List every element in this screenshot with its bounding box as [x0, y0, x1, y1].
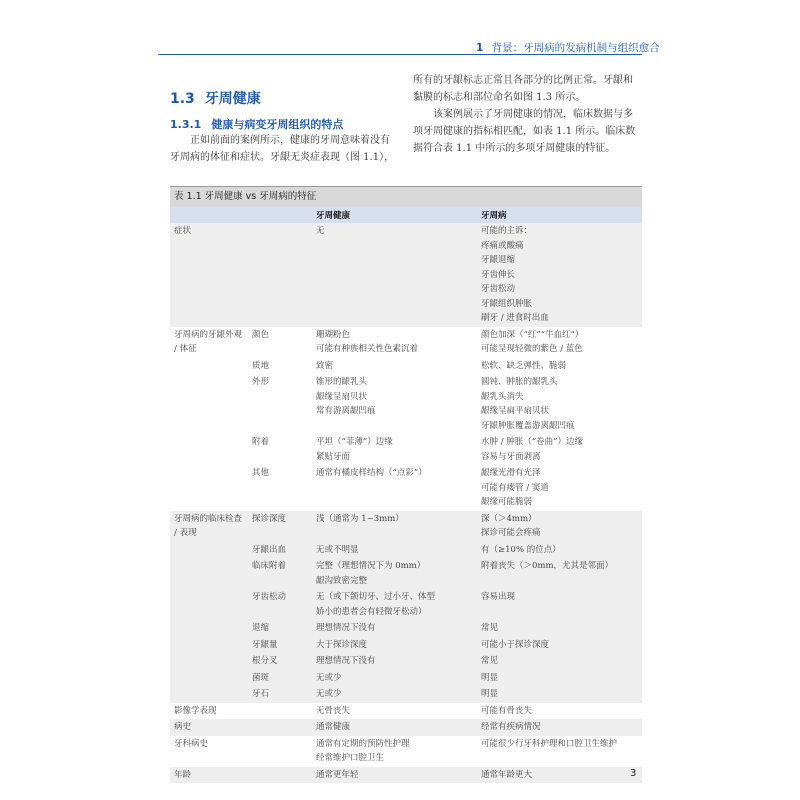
cell-disease-line: 龈缘可能脆弱 [481, 497, 533, 507]
cell-health [312, 767, 477, 784]
header-rule [158, 54, 642, 55]
cell-disease [477, 465, 642, 511]
cell-subcategory: 退缩 [248, 620, 312, 637]
cell-health [312, 465, 477, 511]
section-number: 1.3 [170, 91, 195, 107]
cell-health [312, 670, 477, 687]
cell-disease [477, 223, 642, 327]
cell-category: 牙周病的临床检查 / 表现 [170, 511, 248, 542]
cell-health [312, 736, 477, 767]
cell-disease-line: 龈缘光滑有光泽 [481, 468, 541, 478]
cell-category: 影像学表现 [170, 703, 248, 720]
table-row [170, 358, 642, 375]
cell-subcategory: 附着 [248, 434, 312, 465]
cell-disease [477, 374, 642, 434]
cell-disease [477, 703, 642, 720]
cell-disease-line: 可能的主诉： [481, 226, 533, 236]
right-paragraph-1-line-1: 所有的牙龈标志正常且各部分的比例正常。牙龈和 [413, 75, 633, 86]
page-number: 3 [630, 768, 637, 779]
table-row [170, 374, 642, 434]
cell-health [312, 686, 477, 703]
cell-subcategory [248, 719, 312, 736]
cell-health [312, 703, 477, 720]
cell-health [312, 653, 477, 670]
cell-health-line: 浅（通常为 1~3mm） [316, 513, 404, 524]
cell-health-line: 平坦（“菲薄”）边缘 [316, 437, 393, 447]
cell-disease [477, 670, 642, 687]
cell-health [312, 542, 477, 559]
cell-disease [477, 558, 642, 589]
cell-disease-line: 明显 [481, 689, 499, 699]
cell-disease [477, 511, 642, 542]
cell-disease-line: 可能很少行牙科护理和口腔卫生维护 [481, 738, 618, 749]
cell-subcategory [248, 767, 312, 784]
cell-health [312, 327, 477, 358]
cell-disease [477, 637, 642, 654]
table-row [170, 589, 642, 620]
cell-health-line: 龈缘呈扇贝状 [316, 391, 368, 402]
cell-subcategory: 根分叉 [248, 653, 312, 670]
cell-category [170, 558, 248, 589]
cell-subcategory: 菌斑 [248, 670, 312, 687]
cell-category: 病史 [170, 719, 248, 736]
cell-disease [477, 653, 642, 670]
cell-disease [477, 327, 642, 358]
cell-disease-line: 容易与牙面剥离 [481, 451, 541, 462]
cell-disease-line: 圆钝、肿胀的龈乳头 [481, 377, 558, 387]
left-paragraph [170, 132, 396, 166]
cell-disease [477, 686, 642, 703]
cell-category [170, 670, 248, 687]
cell-health-line: 理想情况下没有 [316, 623, 376, 633]
cell-disease-line: 牙齿松动 [481, 284, 516, 294]
cell-disease-line: 容易出现 [481, 592, 516, 602]
chapter-number: 1 [476, 42, 484, 54]
cell-health-line: 通常有定期的预防性护理 [316, 738, 410, 749]
cell-category [170, 465, 248, 511]
cell-health-line: 无或不明显 [316, 544, 359, 555]
cell-health [312, 637, 477, 654]
cell-disease [477, 620, 642, 637]
table-row [170, 637, 642, 654]
cell-subcategory [248, 736, 312, 767]
cell-disease-line: 松软、缺乏弹性、脆弱 [481, 360, 567, 371]
cell-health-line: 完整（理想情况下为 0mm） [316, 561, 426, 571]
cell-disease [477, 358, 642, 375]
cell-disease [477, 736, 642, 767]
cell-health-line: 大于探诊深度 [316, 639, 368, 650]
cell-health-line: 无骨丧失 [316, 705, 351, 716]
cell-subcategory: 临床附着 [248, 558, 312, 589]
cell-subcategory: 探诊深度 [248, 511, 312, 542]
cell-health-line: 锥形的龈乳头 [316, 377, 368, 387]
cell-subcategory: 牙龈出血 [248, 542, 312, 559]
cell-disease-line: 牙龈肿胀覆盖游离龈凹痕 [481, 420, 575, 431]
cell-disease-line: 可能有瘘管 / 窦道 [481, 482, 549, 493]
cell-health-line: 无 [316, 226, 325, 236]
cell-health-line: 通常有橘皮样结构（“点彩”） [316, 468, 427, 478]
cell-health [312, 589, 477, 620]
cell-health [312, 374, 477, 434]
cell-disease-line: 经常有疾病情况 [481, 722, 541, 732]
cell-subcategory: 牙龈量 [248, 637, 312, 654]
cell-category [170, 589, 248, 620]
cell-disease [477, 767, 642, 784]
subsection-heading [170, 116, 343, 132]
cell-disease-line: 可能呈现轻微的紫色 / 蓝色 [481, 344, 583, 354]
cell-disease [477, 589, 642, 620]
left-paragraph-line-2: 牙周病的体征和症状。牙龈无炎症表现（图 1.1）， [170, 152, 395, 163]
cell-health [312, 511, 477, 542]
cell-category [170, 542, 248, 559]
cell-health [312, 719, 477, 736]
cell-subcategory: 颜色 [248, 327, 312, 358]
cell-health-line: 珊瑚粉色 [316, 329, 351, 340]
cell-subcategory [248, 703, 312, 720]
cell-health-line: 娇小的患者会有轻微牙松动） [316, 606, 427, 617]
table-row [170, 620, 642, 637]
table-1-1 [170, 186, 642, 783]
right-paragraph-2-line-3: 据符合表 1.1 中所示的多项牙周健康的特征。 [413, 143, 616, 154]
cell-health-line: 理想情况下没有 [316, 656, 376, 666]
chapter-title: 背景：牙周病的发病机制与组织愈合 [491, 42, 660, 54]
cell-disease-line: 水肿 / 肿胀（“卷曲”）边缘 [481, 437, 583, 447]
header-cell-category [170, 207, 248, 223]
cell-disease-line: 牙龈退缩 [481, 255, 516, 265]
table-row [170, 465, 642, 511]
cell-category [170, 374, 248, 434]
cell-health [312, 434, 477, 465]
cell-category [170, 686, 248, 703]
right-paragraph-1-line-2: 黏膜的标志和部位命名如图 1.3 所示。 [413, 92, 586, 103]
table-row [170, 223, 642, 327]
table-row [170, 767, 642, 784]
cell-health [312, 558, 477, 589]
table-row [170, 542, 642, 559]
cell-disease-line: 探诊可能会疼痛 [481, 528, 541, 538]
table-row [170, 686, 642, 703]
cell-disease-line: 疼痛或酸痛 [481, 240, 524, 251]
cell-health-line: 经常维护口腔卫生 [316, 753, 385, 763]
cell-category: 牙周病的牙龈外观 / 体征 [170, 327, 248, 358]
cell-disease-line: 有（≥10% 的位点） [481, 544, 561, 555]
cell-disease-line: 可能小于探诊深度 [481, 639, 550, 650]
cell-health-line: 致密 [316, 360, 334, 371]
right-paragraph-2-line-2: 项牙周健康的指标相匹配，如表 1.1 所示。临床数 [413, 126, 636, 137]
header-cell-subcategory [248, 207, 312, 223]
cell-subcategory [248, 223, 312, 327]
table-header-row [170, 207, 642, 223]
table-row [170, 670, 642, 687]
cell-subcategory: 牙石 [248, 686, 312, 703]
cell-category [170, 620, 248, 637]
cell-disease-line: 龈乳头消失 [481, 391, 524, 402]
cell-health-line: 无或少 [316, 672, 342, 683]
cell-health-line: 紧贴牙面 [316, 451, 351, 462]
cell-category [170, 653, 248, 670]
cell-disease-line: 牙齿伸长 [481, 269, 516, 280]
cell-health-line: 通常健康 [316, 722, 351, 732]
cell-subcategory: 其他 [248, 465, 312, 511]
cell-subcategory: 牙齿松动 [248, 589, 312, 620]
cell-category [170, 358, 248, 375]
cell-subcategory: 外形 [248, 374, 312, 434]
cell-disease-line: 颜色加深（“红”“牛血红”） [481, 329, 584, 340]
subsection-title: 健康与病变牙周组织的特点 [211, 118, 344, 131]
cell-subcategory: 质地 [248, 358, 312, 375]
cell-category: 症状 [170, 223, 248, 327]
cell-disease [477, 542, 642, 559]
cell-disease-line: 通常年龄更大 [481, 769, 533, 780]
cell-disease [477, 434, 642, 465]
table-row [170, 327, 642, 358]
table-row [170, 736, 642, 767]
cell-disease-line: 附着丧失（＞0mm，尤其是邻面） [481, 561, 614, 571]
header-cell-health: 牙周健康 [312, 207, 477, 223]
cell-health-line: 无或少 [316, 689, 342, 699]
right-paragraph [413, 72, 645, 157]
cell-disease-line: 常见 [481, 656, 499, 666]
cell-disease-line: 龈缘呈扁平扇贝状 [481, 406, 550, 416]
cell-category: 牙科病史 [170, 736, 248, 767]
table-row [170, 434, 642, 465]
subsection-number: 1.3.1 [170, 118, 202, 131]
left-paragraph-line-1: 正如前面的案例所示，健康的牙周意味着没有 [190, 135, 390, 146]
cell-health-line: 龈沟致密完整 [316, 575, 368, 586]
cell-category [170, 434, 248, 465]
table-body [170, 223, 642, 783]
table-row [170, 511, 642, 542]
cell-disease [477, 719, 642, 736]
cell-health [312, 223, 477, 327]
cell-disease-line: 可能有骨丧失 [481, 705, 533, 716]
table-row [170, 703, 642, 720]
table-row [170, 558, 642, 589]
cell-health-line: 可能有种族相关性色素沉着 [316, 344, 419, 354]
cell-disease-line: 常见 [481, 623, 499, 633]
cell-disease-line: 深（＞4mm） [481, 513, 537, 524]
section-title: 牙周健康 [204, 91, 261, 107]
cell-disease-line: 牙龈组织肿胀 [481, 298, 533, 309]
section-heading [170, 88, 261, 108]
cell-category [170, 637, 248, 654]
header-cell-disease: 牙周病 [477, 207, 642, 223]
cell-category: 年龄 [170, 767, 248, 784]
table-row [170, 719, 642, 736]
comparison-table [170, 207, 642, 783]
cell-health-line: 无（或下颌切牙、过小牙、体型 [316, 592, 436, 602]
table-caption: 表 1.1 牙周健康 vs 牙周病的特征 [170, 186, 642, 207]
cell-disease-line: 明显 [481, 672, 499, 683]
cell-health [312, 358, 477, 375]
cell-health-line: 通常更年轻 [316, 769, 359, 780]
table-row [170, 653, 642, 670]
cell-disease-line: 刷牙 / 进食时出血 [481, 313, 549, 323]
right-paragraph-2-line-1: 该案例展示了牙周健康的情况，临床数据与多 [433, 109, 633, 120]
cell-health [312, 620, 477, 637]
cell-health-line: 常有游离龈凹痕 [316, 406, 376, 416]
